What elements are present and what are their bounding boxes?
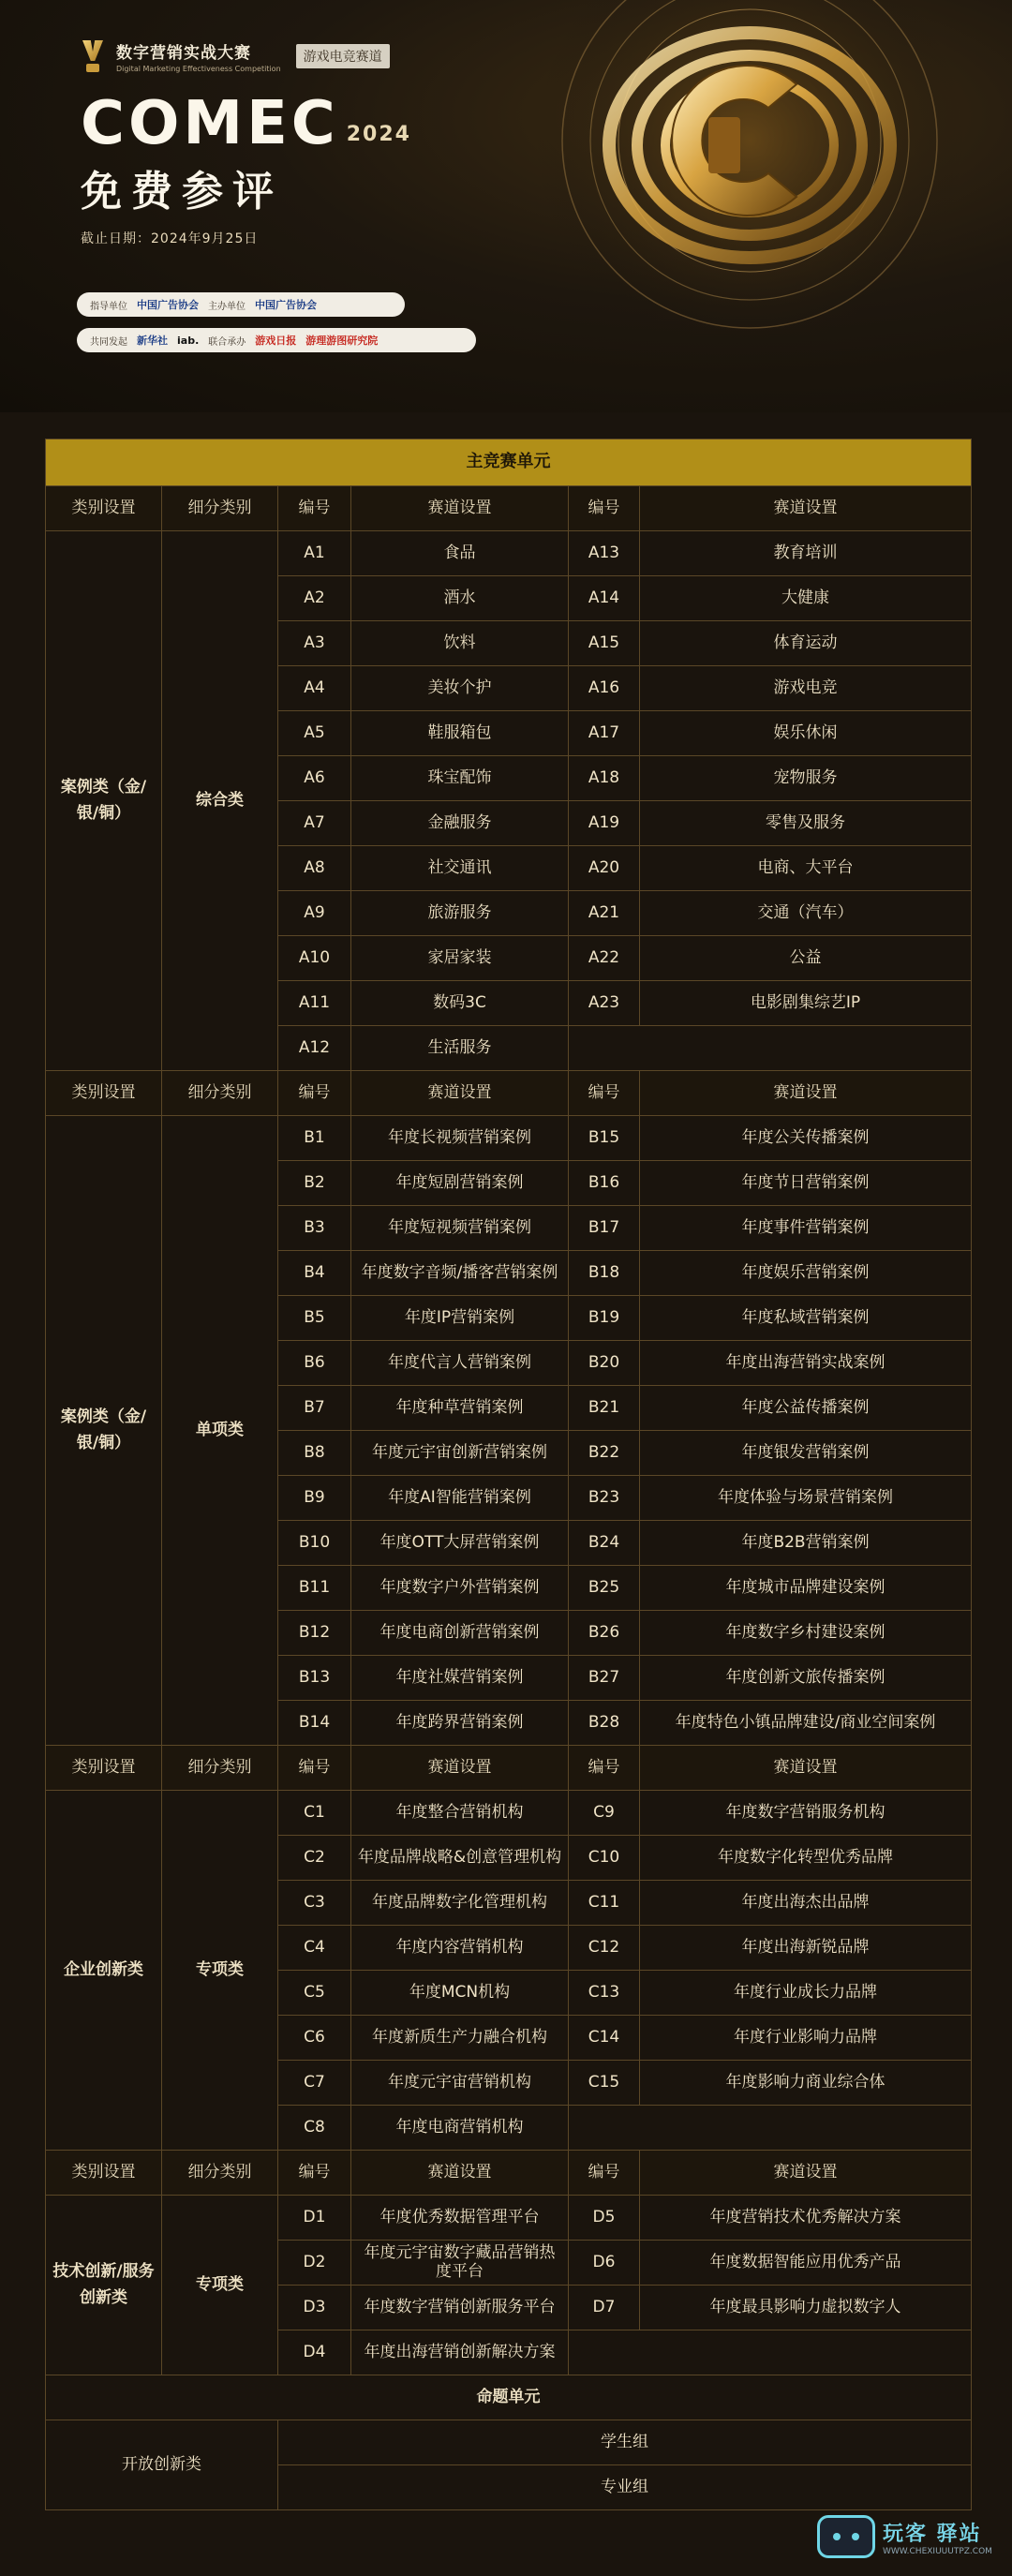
header-track: 赛道设置 [351,2151,569,2196]
track-name: 体育运动 [640,621,972,666]
track-code: A18 [569,756,640,801]
track-name: 数码3C [351,981,569,1026]
track-name: 年度出海杰出品牌 [640,1881,972,1926]
header-code: 编号 [278,1746,351,1791]
page-title: 免费参评 [81,168,283,216]
empty-cell [569,2330,972,2375]
track-name: 电商、大平台 [640,846,972,891]
header-category: 类别设置 [46,2151,162,2196]
header-subcategory: 细分类别 [162,486,278,531]
track-code: A5 [278,711,351,756]
track-name: 年度代言人营销案例 [351,1341,569,1386]
track-name: 年度数字户外营销案例 [351,1566,569,1611]
subcategory-cell: 专项类 [162,2196,278,2375]
track-code: C3 [278,1881,351,1926]
header-code: 编号 [569,1746,640,1791]
track-name: 年度内容营销机构 [351,1926,569,1971]
track-name: 年度出海营销创新解决方案 [351,2330,569,2375]
track-code: D5 [569,2196,640,2241]
track-name: 宠物服务 [640,756,972,801]
track-name: 社交通讯 [351,846,569,891]
track-name: 饮料 [351,621,569,666]
track-name: 年度出海营销实战案例 [640,1341,972,1386]
track-name: 年度事件营销案例 [640,1206,972,1251]
track-code: A11 [278,981,351,1026]
theme-group: 专业组 [278,2465,972,2510]
track-name: 年度影响力商业综合体 [640,2061,972,2106]
track-code: C4 [278,1926,351,1971]
header-category: 类别设置 [46,1071,162,1116]
sponsor-label: 指导单位 [90,301,127,312]
theme-group-row [46,2420,972,2465]
header-subcategory: 细分类别 [162,1071,278,1116]
track-code: B14 [278,1701,351,1746]
track-code: B7 [278,1386,351,1431]
track-name: 年度元宇宙数字藏品营销热度平台 [351,2241,569,2286]
track-code: A9 [278,891,351,936]
track-name: 年度IP营销案例 [351,1296,569,1341]
track-code: C11 [569,1881,640,1926]
track-code: A1 [278,531,351,576]
category-cell: 企业创新类 [46,1791,162,2151]
track-name: 年度公益传播案例 [640,1386,972,1431]
track-name: 年度电商创新营销案例 [351,1611,569,1656]
track-code: C7 [278,2061,351,2106]
track-name: 年度公关传播案例 [640,1116,972,1161]
track-tag: 游戏电竞赛道 [296,44,390,68]
track-code: B4 [278,1251,351,1296]
track-code: B17 [569,1206,640,1251]
track-name: 珠宝配饰 [351,756,569,801]
category-cell: 案例类（金/银/铜） [46,1116,162,1746]
track-name: 年度城市品牌建设案例 [640,1566,972,1611]
track-name: 娱乐休闲 [640,711,972,756]
track-name: 年度银发营销案例 [640,1431,972,1476]
game-controller-icon [817,2515,875,2558]
track-name: 年度营销技术优秀解决方案 [640,2196,972,2241]
sponsor-bar-guidance [77,292,405,317]
gold-c-emblem-icon [487,0,975,375]
track-name: 年度OTT大屏营销案例 [351,1521,569,1566]
comec-logo [81,89,411,158]
track-name: 年度整合营销机构 [351,1791,569,1836]
track-code: A23 [569,981,640,1026]
track-code: D2 [278,2241,351,2286]
track-name: 年度长视频营销案例 [351,1116,569,1161]
subcategory-cell: 专项类 [162,1791,278,2151]
track-name: 金融服务 [351,801,569,846]
logo-year: 2024 [346,123,411,146]
track-code: B8 [278,1431,351,1476]
header-code: 编号 [278,2151,351,2196]
deadline-text: 截止日期：2024年9月25日 [81,231,259,246]
track-name: 年度娱乐营销案例 [640,1251,972,1296]
logo-word: COMEC [81,89,339,158]
track-code: B3 [278,1206,351,1251]
header-track: 赛道设置 [351,486,569,531]
track-name: 家居家装 [351,936,569,981]
header-row [46,486,972,531]
category-cell: 案例类（金/银/铜） [46,531,162,1071]
track-name: 年度MCN机构 [351,1971,569,2016]
track-code: B20 [569,1341,640,1386]
competition-table [45,439,971,2510]
watermark-name: 玩客 驿站 [883,2522,982,2546]
watermark-url: WWW.CHEXIUUUTPZ.COM [883,2546,992,2556]
research-institute-logo: 游理游图研究院 [305,335,379,347]
track-name: 年度数据智能应用优秀产品 [640,2241,972,2286]
track-code: B15 [569,1116,640,1161]
header-track: 赛道设置 [640,486,972,531]
track-name: 年度数字乡村建设案例 [640,1611,972,1656]
track-name: 教育培训 [640,531,972,576]
header-category: 类别设置 [46,486,162,531]
track-code: C8 [278,2106,351,2151]
track-name: 年度B2B营销案例 [640,1521,972,1566]
track-name: 年度AI智能营销案例 [351,1476,569,1521]
header-track: 赛道设置 [351,1746,569,1791]
track-code: B1 [278,1116,351,1161]
track-name: 年度社媒营销案例 [351,1656,569,1701]
track-code: B16 [569,1161,640,1206]
track-code: C2 [278,1836,351,1881]
track-code: C6 [278,2016,351,2061]
track-name: 年度特色小镇品牌建设/商业空间案例 [640,1701,972,1746]
hero-banner [0,0,1012,412]
subcategory-cell: 综合类 [162,531,278,1071]
brand-name: 数字营销实战大赛 [116,44,251,63]
track-code: A13 [569,531,640,576]
track-code: D1 [278,2196,351,2241]
track-code: A2 [278,576,351,621]
track-name: 年度数字营销创新服务平台 [351,2286,569,2330]
track-code: A16 [569,666,640,711]
main-competition-title: 主竞赛单元 [46,439,972,486]
header-row [46,2151,972,2196]
track-name: 年度跨界营销案例 [351,1701,569,1746]
track-name: 年度种草营销案例 [351,1386,569,1431]
track-code: B23 [569,1476,640,1521]
header-code: 编号 [569,2151,640,2196]
track-name: 年度元宇宙创新营销案例 [351,1431,569,1476]
track-name: 美妆个护 [351,666,569,711]
track-name: 酒水 [351,576,569,621]
theme-title-row [46,2375,972,2420]
category-cell: 技术创新/服务创新类 [46,2196,162,2375]
track-name: 游戏电竞 [640,666,972,711]
header-row [46,1746,972,1791]
iab-logo: iab. [177,334,200,347]
track-name: 年度私域营销案例 [640,1296,972,1341]
track-code: B5 [278,1296,351,1341]
header-code: 编号 [569,486,640,531]
track-code: B19 [569,1296,640,1341]
table-row [46,1116,972,1161]
track-code: C1 [278,1791,351,1836]
header-row [46,1071,972,1116]
track-name: 年度新质生产力融合机构 [351,2016,569,2061]
theme-category: 开放创新类 [46,2420,278,2510]
track-name: 年度元宇宙营销机构 [351,2061,569,2106]
track-code: D4 [278,2330,351,2375]
track-name: 年度数字化转型优秀品牌 [640,1836,972,1881]
track-name: 年度创新文旅传播案例 [640,1656,972,1701]
track-code: A17 [569,711,640,756]
track-code: B21 [569,1386,640,1431]
track-code: B18 [569,1251,640,1296]
track-name: 年度数字营销服务机构 [640,1791,972,1836]
table-row [46,531,972,576]
theme-unit-title: 命题单元 [46,2375,972,2420]
main-title-row [46,439,972,486]
theme-group: 学生组 [278,2420,972,2465]
china-ad-association-logo: 中国广告协会 [255,299,317,311]
sponsor-label: 共同发起 [90,336,127,348]
track-code: D7 [569,2286,640,2330]
track-name: 年度出海新锐品牌 [640,1926,972,1971]
header-track: 赛道设置 [640,2151,972,2196]
track-name: 年度体验与场景营销案例 [640,1476,972,1521]
track-code: A22 [569,936,640,981]
youxi-ribao-logo: 游戏日报 [255,335,297,347]
track-code: A12 [278,1026,351,1071]
track-code: B27 [569,1656,640,1701]
empty-cell [569,1026,972,1071]
track-code: B6 [278,1341,351,1386]
track-name: 年度短视频营销案例 [351,1206,569,1251]
track-code: B9 [278,1476,351,1521]
track-name: 年度品牌数字化管理机构 [351,1881,569,1926]
track-name: 年度行业影响力品牌 [640,2016,972,2061]
brand-header [81,39,390,73]
sponsor-label: 主办单位 [208,301,246,312]
sponsor-label: 联合承办 [208,336,246,348]
track-code: C12 [569,1926,640,1971]
subcategory-cell: 单项类 [162,1116,278,1746]
header-track: 赛道设置 [351,1071,569,1116]
xinhua-logo: 新华社 [137,335,168,347]
track-name: 鞋服箱包 [351,711,569,756]
brand-english-name: Digital Marketing Effectiveness Competition [116,65,281,73]
track-name: 零售及服务 [640,801,972,846]
track-name: 旅游服务 [351,891,569,936]
track-name: 交通（汽车） [640,891,972,936]
track-name: 年度行业成长力品牌 [640,1971,972,2016]
header-subcategory: 细分类别 [162,2151,278,2196]
track-code: A15 [569,621,640,666]
header-track: 赛道设置 [640,1746,972,1791]
track-name: 年度节日营销案例 [640,1161,972,1206]
track-name: 年度最具影响力虚拟数字人 [640,2286,972,2330]
track-code: C5 [278,1971,351,2016]
track-code: C15 [569,2061,640,2106]
track-code: D6 [569,2241,640,2286]
track-code: C9 [569,1791,640,1836]
header-code: 编号 [278,486,351,531]
track-code: B10 [278,1521,351,1566]
track-code: A3 [278,621,351,666]
sponsor-bar-partners [77,328,476,352]
header-code: 编号 [278,1071,351,1116]
track-code: A8 [278,846,351,891]
track-name: 年度短剧营销案例 [351,1161,569,1206]
track-code: B12 [278,1611,351,1656]
track-code: A14 [569,576,640,621]
track-name: 生活服务 [351,1026,569,1071]
table-row [46,1791,972,1836]
track-code: A6 [278,756,351,801]
empty-cell [569,2106,972,2151]
track-code: A4 [278,666,351,711]
track-code: B11 [278,1566,351,1611]
track-code: B26 [569,1611,640,1656]
header-code: 编号 [569,1071,640,1116]
track-name: 公益 [640,936,972,981]
track-name: 电影剧集综艺IP [640,981,972,1026]
track-code: B2 [278,1161,351,1206]
track-code: B22 [569,1431,640,1476]
track-name: 食品 [351,531,569,576]
table-row [46,2196,972,2241]
header-track: 赛道设置 [640,1071,972,1116]
track-name: 年度数字音频/播客营销案例 [351,1251,569,1296]
track-code: A10 [278,936,351,981]
header-subcategory: 细分类别 [162,1746,278,1791]
track-code: B24 [569,1521,640,1566]
track-code: D3 [278,2286,351,2330]
track-code: A7 [278,801,351,846]
track-code: C10 [569,1836,640,1881]
track-code: C13 [569,1971,640,2016]
track-name: 大健康 [640,576,972,621]
watermark [817,2515,992,2558]
track-code: A19 [569,801,640,846]
track-name: 年度优秀数据管理平台 [351,2196,569,2241]
track-code: A20 [569,846,640,891]
track-code: A21 [569,891,640,936]
track-name: 年度品牌战略&创意管理机构 [351,1836,569,1881]
trophy-logo-icon [81,40,105,72]
track-name: 年度电商营销机构 [351,2106,569,2151]
china-ad-association-logo: 中国广告协会 [137,299,199,311]
track-code: B25 [569,1566,640,1611]
header-category: 类别设置 [46,1746,162,1791]
track-code: C14 [569,2016,640,2061]
track-code: B13 [278,1656,351,1701]
track-code: B28 [569,1701,640,1746]
